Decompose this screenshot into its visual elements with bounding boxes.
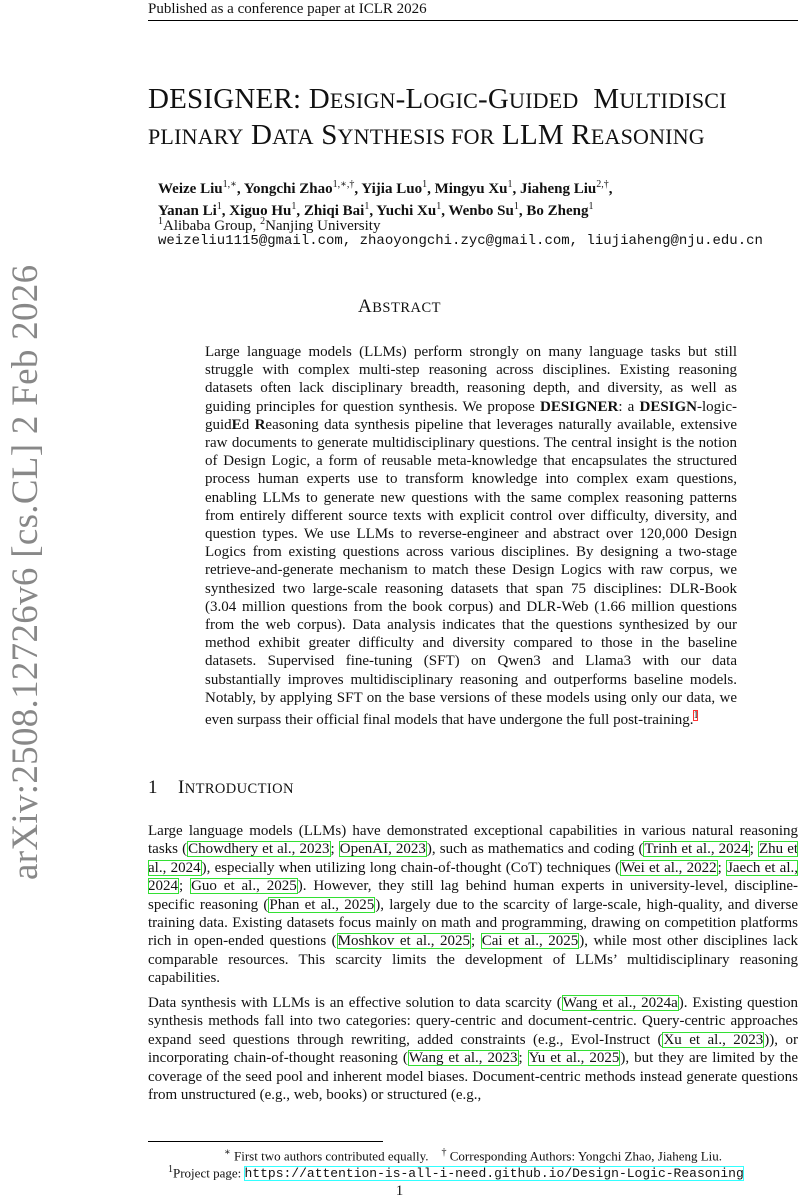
- author-affiliation-mark: 1: [436, 201, 442, 212]
- author-affiliation-mark: 1: [216, 201, 222, 212]
- citation-link[interactable]: Xu et al., 2023: [663, 1031, 764, 1048]
- citation-link[interactable]: Yu et al., 2025: [528, 1050, 620, 1067]
- author-name: Zhiqi Bai: [303, 203, 365, 219]
- citation-link[interactable]: Cai et al., 2025: [481, 933, 579, 950]
- footnote-divider: [148, 1141, 383, 1142]
- page-number: 1: [395, 1183, 404, 1199]
- citation-link[interactable]: Wang et al., 2024a: [562, 995, 678, 1011]
- author-line-1: Weize Liu$^{1,∗}$, Yongchi Zhao$^{1,∗,\dagger}$, Yijia Luo$^1$, Mingyu Xu$^1$, Jiaheng Liu$^{2,\dagger}$,: [158, 179, 613, 197]
- citation-link[interactable]: Wang et al., 2023: [408, 1050, 518, 1067]
- intro-paragraph-2: Data synthesis with LLMs is an effective solution to data scarcity (Wang et al., 2024a). Existing question synthesis methods fall into two categories: query-centric and document-centric. Query-centric approaches expand seed questions through rewriting, added constraints (e.g., Evol-Instruct (Xu et al., 2023)), or incorporating chain-of-thought reasoning (Wang et al., 2023; Yu et al., 2025), but they are limited by the coverage of the seed pool and inherent model biases. Document-centric methods instead generate questions from unstructured (e.g., web, books) or structured (e.g.,: [148, 995, 799, 1104]
- author-affiliation-mark: 1,∗: [222, 179, 237, 190]
- author-name: Wenbo Su: [448, 203, 514, 219]
- author-affiliation-mark: 1: [507, 179, 513, 190]
- intro-paragraph-1: Large language models (LLMs) have demonstrated exceptional capabilities in various natural reasoning tasks (Chowdhery et al., 2023; OpenAI, 2023), such as mathematics and coding (Trinh et al., 2024; Zhu et al., 2024), especially when utilizing long chain-of-thought (CoT) techniques (Wei et al., 2022; Jaech et al., 2024; Guo et al., 2025). However, they still lag behind human experts in university-level, discipline-specific reasoning (Phan et al., 2025), largely due to the scarcity of large-scale, high-quality, and diverse training data. Existing datasets focus mainly on math and programming, drawing on competition platforms rich in open-ended questions (Moshkov et al., 2025; Cai et al., 2025), while most other disciplines lack comparable resources. This scarcity limits the development of LLMs’ multidisciplinary reasoning capabilities.: [148, 823, 799, 987]
- section-heading-introduction: 1 INTRODUCTION: [148, 777, 294, 798]
- project-page-link[interactable]: https://attention-is-all-i-need.github.io/Design-Logic-Reasoning: [244, 1166, 744, 1182]
- affiliations: $^1$Alibaba Group, $^2$Nanjing University: [158, 216, 381, 234]
- citation-link[interactable]: Guo et al., 2025: [191, 878, 297, 895]
- citation-link[interactable]: Chowdhery et al., 2023: [188, 841, 330, 858]
- author-emails[interactable]: weizeliu1115@gmail.com, zhaoyongchi.zyc@gmail.com, liujiaheng@nju.edu.cn: [158, 233, 763, 249]
- author-affiliation-mark: 1: [422, 179, 428, 190]
- footnote-ref-1[interactable]: 1: [693, 710, 699, 722]
- author-line-2: Yanan Li$^1$, Xiguo Hu$^1$, Zhiqi Bai$^1$, Yuchi Xu$^1$, Wenbo Su$^1$, Bo Zheng$^1$: [158, 201, 594, 219]
- author-affiliation-mark: 1,∗,†: [332, 179, 355, 190]
- author-affiliation-mark: 1: [513, 201, 519, 212]
- author-affiliation-mark: 1: [291, 201, 297, 212]
- citation-link[interactable]: Moshkov et al., 2025: [337, 933, 471, 950]
- running-header: Published as a conference paper at ICLR 2026: [148, 0, 798, 21]
- author-name: Yuchi Xu: [376, 203, 437, 219]
- author-name: Yanan Li: [158, 203, 217, 219]
- author-name: Jiaheng Liu: [520, 181, 597, 197]
- abstract-body: Large language models (LLMs) perform strongly on many language tasks but still struggle with complex multi-step reasoning across disciplines. Existing reasoning datasets often lack disciplinary breadth, reasoning depth, and diversity, as well as guiding principles for question synthesis. We propose DESIGNER: a DESIGN-logic-guidEd Reasoning data synthesis pipeline that leverages naturally available, extensive raw documents to generate multidisciplinary questions. The central insight is the notion of Design Logic, a form of reusable meta-knowledge that encapsulates the structured process human experts use to transform knowledge into complex exam questions, enabling LLMs to generate new questions with the same complex reasoning patterns from entirely different source texts with explicit control over difficulty, diversity, and question types. We use LLMs to reverse-engineer and abstract over 120,000 Design Logics from existing questions across various disciplines. By designing a two-stage retrieve-and-generate mechanism to match these Design Logics with raw corpus, we synthesized two large-scale reasoning datasets that span 75 disciplines: DLR-Book (3.04 million questions from the book corpus) and DLR-Web (1.66 million questions from the web corpus). Data analysis indicates that the questions synthesized by our method exhibit greater difficulty and diversity compared to those in the baseline datasets. Supervised fine-tuning (SFT) on Qwen3 and Llama3 with our data substantially improves multidisciplinary reasoning and outperforms baseline models. Notably, by applying SFT on the base versions of these models using only our data, we even surpass their official final models that have undergone the full post-training.$^1$: [205, 344, 737, 729]
- author-name: Bo Zheng: [526, 203, 589, 219]
- citation-link[interactable]: Phan et al., 2025: [269, 896, 375, 913]
- author-name: Yongchi Zhao: [243, 181, 333, 197]
- citation-link[interactable]: Jaech et al., 2024: [148, 859, 799, 895]
- author-affiliation-mark: 2,†: [596, 179, 609, 190]
- paper-title: DESIGNER: DESIGN-LOGIC-GUIDED MULTIDISCI PLINARY DATA SYNTHESIS FOR LLM REASONING: [148, 83, 727, 151]
- footnote-project-page: $^1$Project page: https://attention-is-all-i-need.github.io/Design-Logic-Reasoning: [168, 1164, 744, 1182]
- author-name: Weize Liu: [158, 181, 223, 197]
- arxiv-stamp[interactable]: arXiv:2508.12726v6 [cs.CL] 2 Feb 2026: [5, 264, 46, 880]
- author-affiliation-mark: 1: [364, 201, 370, 212]
- footnote-authors: ∗ First two authors contributed equally. † Corresponding Authors: Yongchi Zhao, Jiaheng Liu.: [223, 1147, 723, 1164]
- author-name: Xiguo Hu: [229, 203, 292, 219]
- citation-link[interactable]: Wei et al., 2022: [620, 859, 717, 876]
- author-name: Yijia Luo: [361, 181, 423, 197]
- author-name: Mingyu Xu: [434, 181, 508, 197]
- citation-link[interactable]: Zhu et al., 2024: [148, 841, 799, 876]
- citation-link[interactable]: Trinh et al., 2024: [644, 841, 749, 858]
- citation-link[interactable]: OpenAI, 2023: [339, 841, 426, 858]
- abstract-heading: ABSTRACT: [358, 296, 441, 317]
- author-affiliation-mark: 1: [588, 201, 594, 212]
